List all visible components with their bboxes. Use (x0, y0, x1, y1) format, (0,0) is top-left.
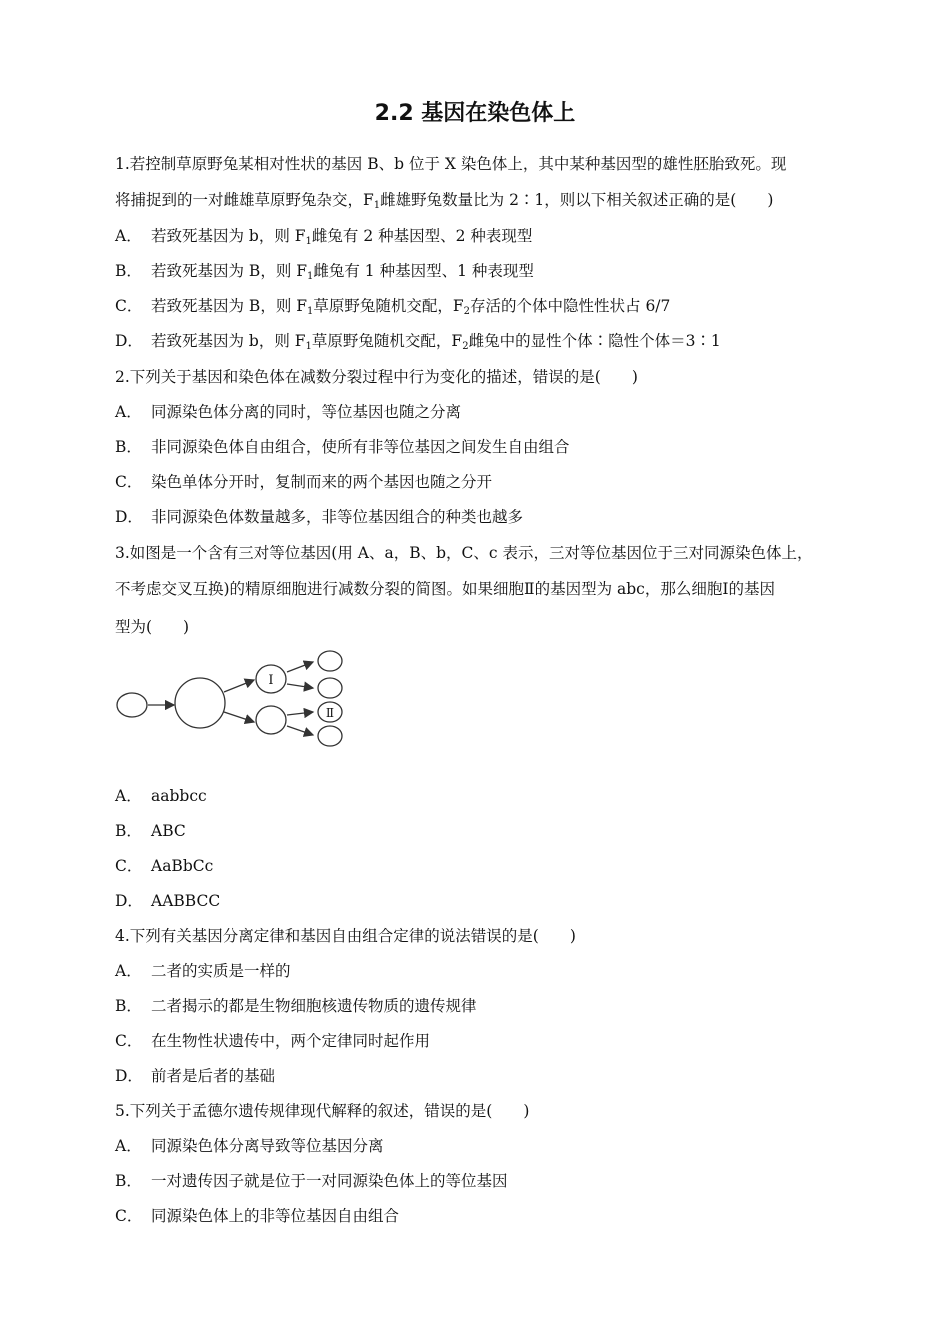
cell-II-label: Ⅱ (325, 706, 335, 720)
q3-option-d[interactable]: D． AABBCC (115, 892, 221, 910)
q2-option-a[interactable]: A． 同源染色体分离的同时，等位基因也随之分离 (115, 403, 462, 421)
q3-stem-line2: 不考虑交叉互换)的精原细胞进行减数分裂的简图。如果细胞Ⅱ的基因型为 abc，那么细胞Ⅰ的基因 (115, 580, 775, 598)
q5-stem: 5.下列关于孟德尔遗传规律现代解释的叙述，错误的是( ) (115, 1102, 530, 1120)
q1-stem-line1: 1.若控制草原野兔某相对性状的基因 B、b 位于 X 染色体上，其中某种基因型的雄性胚胎致死。现 (115, 155, 787, 173)
q4-stem: 4.下列有关基因分离定律和基因自由组合定律的说法错误的是( ) (115, 927, 576, 945)
q3-option-b[interactable]: B． ABC (115, 822, 186, 840)
arrow-5 (287, 684, 313, 688)
q4-option-d[interactable]: D． 前者是后者的基础 (115, 1067, 276, 1085)
q5-option-a[interactable]: A． 同源染色体分离导致等位基因分离 (115, 1137, 384, 1155)
q4-option-a[interactable]: A． 二者的实质是一样的 (115, 962, 291, 980)
q1-option-d[interactable]: D． 若致死基因为 b，则 $F_1$草原野兔随机交配，$F_2$雌兔中的显性个体∶隐性个体＝3∶1 (115, 332, 721, 352)
primary-spermatocyte-cell (175, 678, 225, 728)
secondary-spermatocyte-cell (256, 706, 286, 734)
q2-option-d[interactable]: D． 非同源染色体数量越多，非等位基因组合的种类也越多 (115, 508, 524, 526)
arrow-7 (287, 726, 313, 735)
q1-stem-line2: 将捕捉到的一对雌雄草原野兔杂交，$F_1$雌雄野兔数量比为 2∶1，则以下相关叙述正确的是( ) (115, 191, 774, 211)
q1-option-a[interactable]: A． 若致死基因为 b，则 $F_1$雌兔有 2 种基因型、2 种表现型 (115, 227, 533, 247)
arrow-2 (224, 680, 254, 692)
arrow-4 (287, 662, 313, 672)
spermatid-2 (318, 678, 342, 698)
q5-option-b[interactable]: B． 一对遗传因子就是位于一对同源染色体上的等位基因 (115, 1172, 508, 1190)
arrow-6 (287, 712, 313, 715)
q1-option-c[interactable]: C． 若致死基因为 B，则 $F_1$草原野兔随机交配，$F_2$存活的个体中隐性性状占 6/7 (115, 297, 671, 317)
cell-I-label: Ⅰ (268, 673, 274, 688)
spermatid-4 (318, 726, 342, 746)
q1-option-b[interactable]: B． 若致死基因为 B，则 $F_1$雌兔有 1 种基因型、1 种表现型 (115, 262, 534, 282)
page-title: 2.2 基因在染色体上 (374, 101, 576, 126)
spermatogonium-cell (117, 693, 147, 717)
q4-option-b[interactable]: B． 二者揭示的都是生物细胞核遗传物质的遗传规律 (115, 997, 477, 1015)
q2-option-c[interactable]: C． 染色单体分开时，复制而来的两个基因也随之分开 (115, 473, 493, 491)
q3-stem-line1: 3.如图是一个含有三对等位基因(用 A、a，B、b，C、c 表示，三对等位基因位于三对同源染色体上， (115, 544, 813, 562)
q3-option-c[interactable]: C． AaBbCc (115, 857, 214, 875)
q3-stem-line3: 型为( ) (115, 618, 190, 636)
q2-stem: 2.下列关于基因和染色体在减数分裂过程中行为变化的描述，错误的是( ) (115, 368, 638, 386)
q3-option-a[interactable]: A． aabbcc (115, 787, 207, 805)
q2-option-b[interactable]: B． 非同源染色体自由组合，使所有非等位基因之间发生自由组合 (115, 438, 570, 456)
arrow-3 (224, 712, 254, 722)
q4-option-c[interactable]: C． 在生物性状遗传中，两个定律同时起作用 (115, 1032, 431, 1050)
meiosis-diagram (112, 648, 352, 753)
spermatid-1 (318, 651, 342, 671)
q5-option-c[interactable]: C． 同源染色体上的非等位基因自由组合 (115, 1207, 400, 1225)
